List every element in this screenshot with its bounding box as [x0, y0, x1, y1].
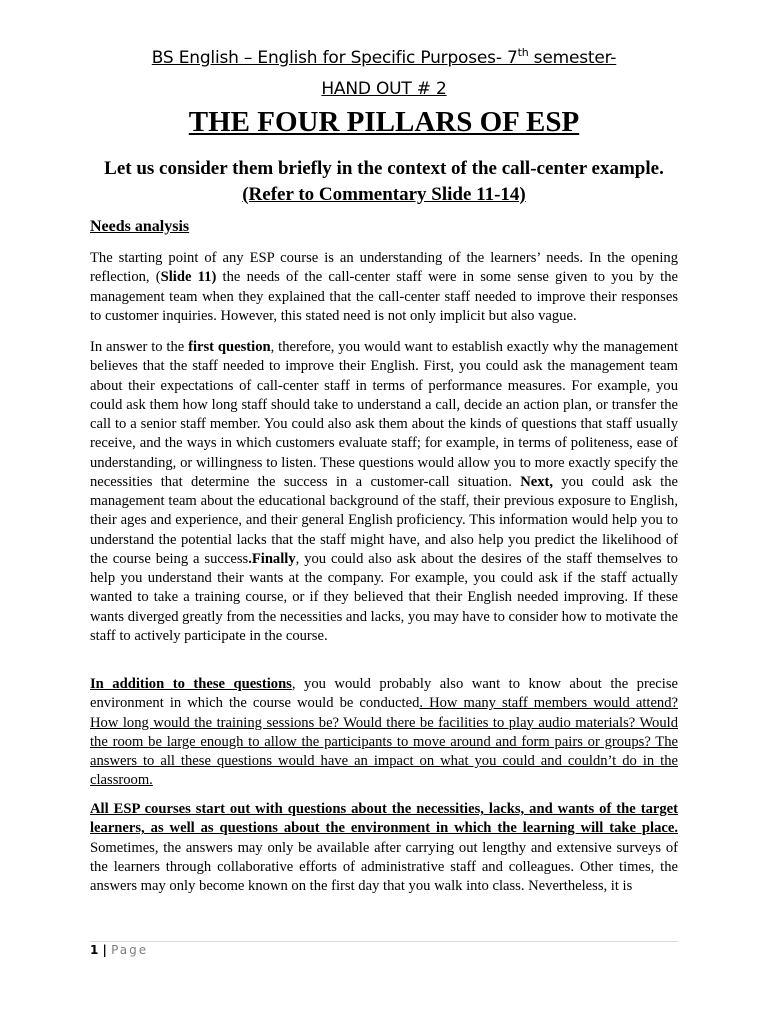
para1-slide-ref: Slide 11): [160, 269, 217, 286]
course-header-text: BS English – English for Specific Purposes- 7: [151, 48, 518, 68]
course-header-line2: [0, 79, 768, 99]
para2-text-h: , you could also ask about the desires of the staff themselves to help you understand their wants at the company. For example, you could ask if the staff actually wanted to take a training course, or if they believed that their English needed improving. If these wants diverged greatly from the necessities and lacks, you may have to consider how to motivate the staff to actively participate in the course.: [90, 550, 678, 644]
para3-lead: In addition to these questions: [90, 676, 292, 692]
para4-lead: All ESP courses start out with questions about the necessities, lacks, and wants of the target learners, as well as questions about the environment in which the learning will take place.: [90, 801, 678, 837]
para2-finally: Finally: [251, 550, 296, 567]
section-heading-needs-analysis: Needs analysis: [90, 218, 190, 235]
subtitle: [90, 156, 678, 208]
para2-next: Next,: [520, 473, 554, 490]
para3-text-b: , you would probably also want to know about the precise environment in which the course would be conducted: [90, 676, 678, 712]
handout-number: HAND OUT # 2: [321, 79, 447, 99]
course-header-tail: semester-: [528, 48, 617, 68]
paragraph-3: [90, 675, 678, 791]
subtitle-text: Let us consider them briefly in the context of the call-center example.: [104, 158, 664, 179]
para4-text-b: Sometimes, the answers may only be available after carrying out lengthy and extensive surveys of the learners through collaborative efforts of administrative staff and colleagues. Other times, the answers may only become known on the first day that you walk into class. Nevertheless, it is: [90, 839, 678, 894]
para2-first-question: first question: [188, 339, 271, 355]
footer-separator: |: [98, 943, 112, 957]
paragraph-4: [90, 800, 678, 896]
para1-text-c: the needs of the call-center staff were in some sense given to you by the management team when they explained that the call-center staff needed to improve their responses to customer inquiries. However, this stated need is not only implicit but also vague.: [90, 269, 678, 324]
para2-text-e: you could ask the management team about the educational background of the staff, their previous exposure to English, their ages and experience, and their general English proficiency. This information would help you to understand the potential lacks that the staff might have, and also help you predict the likelihood of the course being a success: [90, 473, 678, 567]
paragraph-2: [90, 338, 678, 646]
para1-text-a: The starting point of any ESP course is an understanding of the learners’ needs. In the opening reflection, (: [90, 250, 678, 286]
page-footer: [90, 943, 148, 957]
subtitle-reference: (Refer to Commentary Slide 11-14): [242, 184, 526, 205]
para3-questions: . How many staff members would attend? How long would the training sessions be? Would there be facilities to play audio materials? Would the room be large enough to allow the participants to move around and form pairs or groups? The answers to all these questions would have an impact on what you could and couldn’t do in the classroom.: [90, 695, 678, 789]
para2-text-c: , therefore, you would want to establish exactly why the management believes that the staff needed to improve their English. First, you could ask the management team about their expectations of call-center staff in terms of performance measures. For example, you could ask them how long staff should take to understand a call, decide an action plan, or transfer the call to a senior staff member. You could also ask them about the kinds of questions that staff usually receive, and the ways in which customers evaluate staff; for example, in terms of politeness, ease of understanding, or willingness to listen. These questions would allow you to more exactly specify the necessities that determine the success in a customer-call situation.: [90, 339, 679, 490]
para2-period: .: [248, 550, 252, 567]
course-header-superscript: th: [517, 46, 529, 59]
page-title: THE FOUR PILLARS OF ESP: [188, 106, 580, 138]
footer-divider: [90, 941, 678, 942]
course-header-line1: [0, 48, 768, 68]
page-label: Page: [111, 943, 149, 957]
para2-text-a: In answer to the: [90, 339, 189, 355]
paragraph-1: [90, 249, 678, 326]
page-number: 1: [90, 943, 99, 957]
